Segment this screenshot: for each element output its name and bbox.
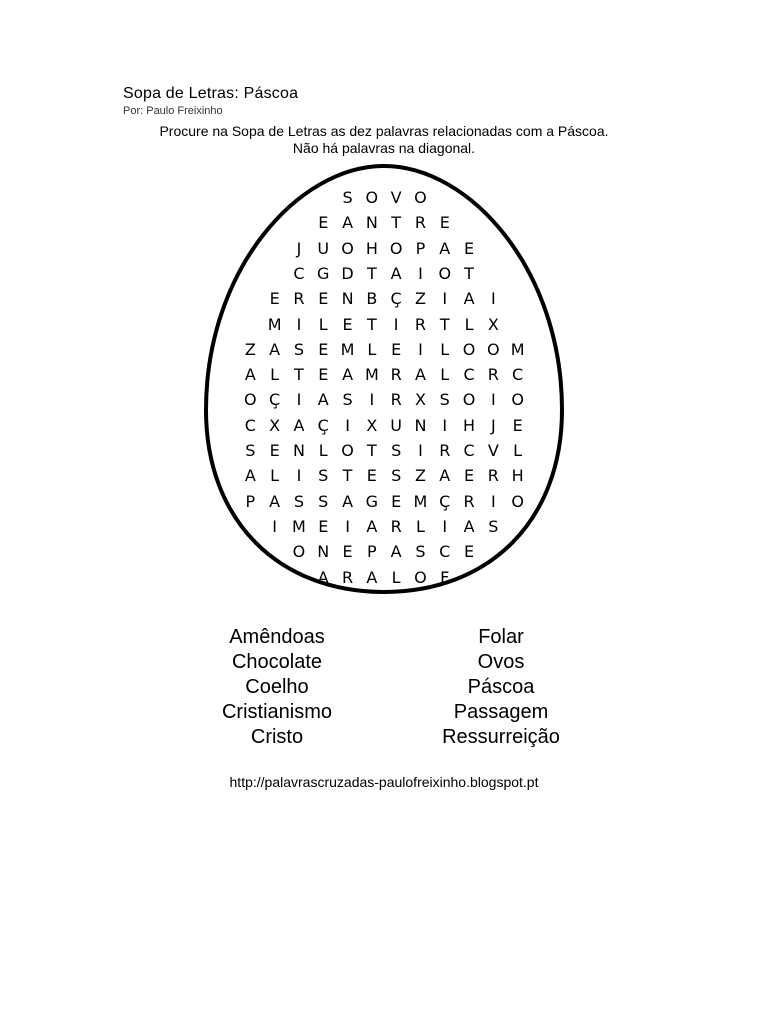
grid-letter: S [293, 339, 305, 359]
grid-letter: L [440, 339, 450, 359]
grid-letter: R [414, 314, 426, 334]
grid-row [0, 186, 768, 210]
grid-letter: V [487, 441, 499, 460]
grid-letter: P [245, 491, 256, 511]
grid-letter: T [366, 441, 377, 460]
grid-row [0, 338, 768, 362]
word-list-item: Coelho [245, 676, 309, 698]
grid-row [0, 515, 768, 539]
grid-letter: I [442, 289, 448, 309]
grid-letter: Ç [390, 289, 402, 309]
grid-letter: A [269, 339, 281, 359]
grid-letter: O [341, 441, 354, 460]
grid-letter: S [415, 542, 426, 562]
grid-letter: E [512, 415, 523, 435]
grid-letter: G [365, 491, 379, 511]
grid-letter: Ç [439, 491, 451, 511]
grid-letter: M [510, 339, 525, 359]
grid-letter: C [293, 263, 305, 283]
grid-letter: O [244, 390, 257, 410]
grid-letter: U [390, 415, 402, 435]
grid-letter: C [244, 415, 256, 435]
grid-letter: I [418, 263, 423, 283]
grid-letter: E [342, 542, 353, 562]
grid-letter: A [269, 491, 281, 511]
grid-letter: S [293, 491, 305, 511]
grid-letter: X [269, 415, 281, 435]
grid-letter: E [269, 441, 280, 460]
grid-letter: I [369, 390, 375, 410]
grid-letter: A [317, 390, 329, 410]
grid-letter: A [463, 289, 475, 309]
grid-letter: C [512, 365, 524, 385]
grid-row [0, 566, 768, 590]
word-list-item: Ressurreição [442, 726, 560, 748]
grid-letter: I [490, 390, 496, 410]
grid-letter: D [341, 263, 354, 283]
grid-letter: S [439, 390, 450, 410]
grid-letter: Z [414, 289, 426, 309]
word-list-item: Folar [478, 626, 524, 648]
grid-letter: T [366, 263, 377, 283]
grid-row [0, 388, 768, 412]
grid-letter: S [318, 466, 329, 486]
grid-letter: I [296, 466, 302, 486]
grid-letter: T [294, 365, 304, 385]
grid-letter: E [318, 365, 329, 385]
grid-letter: G [317, 263, 330, 283]
grid-letter: L [367, 339, 377, 359]
grid-letter: I [418, 441, 423, 460]
grid-row [0, 237, 768, 261]
grid-letter: S [391, 441, 402, 460]
grid-letter: T [366, 314, 377, 334]
instructions [0, 123, 768, 157]
grid-letter: O [365, 188, 379, 207]
grid-letter: I [272, 516, 277, 536]
grid-letter: L [440, 365, 450, 385]
grid-row [0, 414, 768, 438]
grid-letter: R [390, 390, 402, 410]
grid-row [0, 313, 768, 337]
grid-letter: A [244, 365, 256, 385]
grid-letter: S [245, 441, 256, 460]
grid-letter: N [317, 542, 330, 562]
grid-row [0, 540, 768, 564]
grid-letter: A [244, 466, 256, 486]
grid-letter: A [390, 542, 402, 562]
grid-letter: E [318, 339, 329, 359]
grid-letter: R [293, 289, 305, 309]
grid-letter: A [366, 516, 378, 536]
grid-letter: S [318, 491, 329, 511]
grid-letter: A [439, 466, 451, 486]
grid-letter: O [438, 263, 452, 283]
puzzle-author: Por: Paulo Freixinho [123, 105, 223, 117]
grid-letter: I [296, 314, 302, 334]
grid-letter: M [364, 365, 379, 385]
grid-letter: A [439, 238, 451, 258]
grid-letter: S [342, 390, 353, 410]
grid-letter: O [292, 542, 306, 562]
puzzle-title: Sopa de Letras: Páscoa [123, 85, 299, 102]
grid-letter: M [413, 491, 428, 511]
grid-letter: R [414, 213, 426, 233]
grid-letter: S [488, 516, 499, 536]
grid-letter: L [270, 466, 280, 486]
grid-letter: A [463, 516, 475, 536]
word-list-item: Passagem [453, 701, 549, 723]
grid-letter: O [511, 390, 524, 410]
grid-letter: A [342, 213, 354, 233]
grid-letter: I [345, 415, 350, 435]
grid-row [0, 363, 768, 387]
grid-letter: I [490, 491, 496, 511]
grid-letter: N [292, 441, 305, 460]
grid-letter: C [463, 365, 475, 385]
grid-letter: U [317, 238, 330, 258]
word-list-right [409, 625, 593, 750]
grid-letter: I [345, 516, 350, 536]
grid-letter: I [442, 415, 448, 435]
grid-letter: O [389, 238, 403, 258]
grid-letter: O [414, 188, 427, 207]
grid-letter: T [439, 314, 450, 334]
grid-letter: E [391, 339, 402, 359]
grid-letter: M [267, 314, 282, 334]
grid-letter: B [366, 289, 378, 309]
grid-letter: O [511, 491, 524, 511]
grid-letter: E [463, 238, 475, 258]
footer-url: http://palavrascruzadas-paulofreixinho.blogspot.pt [229, 774, 539, 790]
grid-letter: C [463, 441, 475, 460]
grid-row [0, 464, 768, 488]
word-list-item: Páscoa [467, 676, 535, 698]
instructions-line-1: Procure na Sopa de Letras as dez palavras relacionadas com a Páscoa. [159, 123, 609, 139]
grid-letter: S [342, 188, 353, 207]
grid-letter: L [318, 314, 328, 334]
grid-letter: X [487, 314, 499, 334]
grid-letter: A [342, 365, 354, 385]
word-list-item: Chocolate [231, 651, 323, 673]
grid-letter: M [340, 339, 355, 359]
grid-letter: E [439, 213, 450, 233]
grid-letter: I [418, 339, 423, 359]
grid-letter: E [342, 314, 353, 334]
word-list-item: Cristianismo [221, 701, 333, 723]
grid-letter: F [440, 567, 450, 587]
grid-letter: A [414, 365, 426, 385]
grid-letter: Ç [317, 415, 329, 435]
instructions-line-2: Não há palavras na diagonal. [292, 140, 476, 156]
grid-letter: I [442, 516, 448, 536]
grid-letter: L [513, 441, 523, 460]
grid-letter: O [341, 238, 354, 258]
grid-letter: A [390, 263, 402, 283]
grid-letter: R [463, 491, 475, 511]
grid-row [0, 211, 768, 235]
grid-letter: L [318, 441, 328, 460]
grid-row [0, 262, 768, 286]
grid-letter: O [414, 567, 427, 587]
grid-letter: S [391, 466, 402, 486]
grid-row [0, 490, 768, 514]
grid-letter: O [462, 390, 476, 410]
grid-letter: T [391, 213, 402, 233]
grid-letter: J [296, 238, 302, 258]
grid-letter: T [342, 466, 353, 486]
grid-letter: H [365, 238, 378, 258]
grid-letter: P [367, 542, 377, 562]
grid-letter: Z [244, 339, 256, 359]
grid-letter: R [341, 567, 354, 587]
grid-letter: L [270, 365, 280, 385]
grid-letter: R [487, 365, 499, 385]
grid-letter: C [439, 542, 451, 562]
grid-letter: Ç [269, 390, 281, 410]
word-list-item: Ovos [477, 651, 525, 673]
grid-letter: H [463, 415, 476, 435]
grid-row [0, 439, 768, 463]
grid-letter: J [490, 415, 496, 435]
grid-letter: R [390, 516, 402, 536]
grid-letter: N [414, 415, 427, 435]
grid-letter: R [439, 441, 451, 460]
grid-letter: O [462, 339, 476, 359]
grid-letter: L [464, 314, 474, 334]
grid-letter: E [463, 466, 475, 486]
grid-letter: E [318, 289, 329, 309]
grid-letter: H [511, 466, 524, 486]
grid-letter: A [342, 491, 354, 511]
grid-letter: E [269, 289, 280, 309]
grid-letter: E [463, 542, 475, 562]
grid-letter: I [490, 289, 496, 309]
word-list-item: Cristo [250, 726, 304, 748]
grid-letter: A [366, 567, 378, 587]
grid-letter: Z [414, 466, 426, 486]
grid-letter: X [414, 390, 426, 410]
grid-letter: M [292, 516, 306, 536]
word-list-left [194, 625, 360, 750]
grid-letter: N [341, 289, 354, 309]
grid-letter: I [393, 314, 399, 334]
grid-letter: P [415, 238, 426, 258]
grid-letter: A [317, 567, 329, 587]
grid-letter: E [318, 516, 329, 536]
grid-letter: T [464, 263, 474, 283]
grid-letter: O [487, 339, 500, 359]
grid-letter: R [390, 365, 402, 385]
grid-letter: V [390, 188, 402, 207]
word-list-item: Amêndoas [229, 626, 325, 648]
grid-letter: E [391, 491, 402, 511]
grid-letter: N [365, 213, 378, 233]
grid-letter: L [391, 567, 401, 587]
grid-row [0, 287, 768, 311]
grid-letter: E [366, 466, 377, 486]
grid-letter: X [366, 415, 378, 435]
grid-letter: E [318, 213, 329, 233]
grid-letter: L [415, 516, 425, 536]
grid-letter: R [487, 466, 499, 486]
grid-letter: A [293, 415, 305, 435]
grid-letter: I [296, 390, 302, 410]
